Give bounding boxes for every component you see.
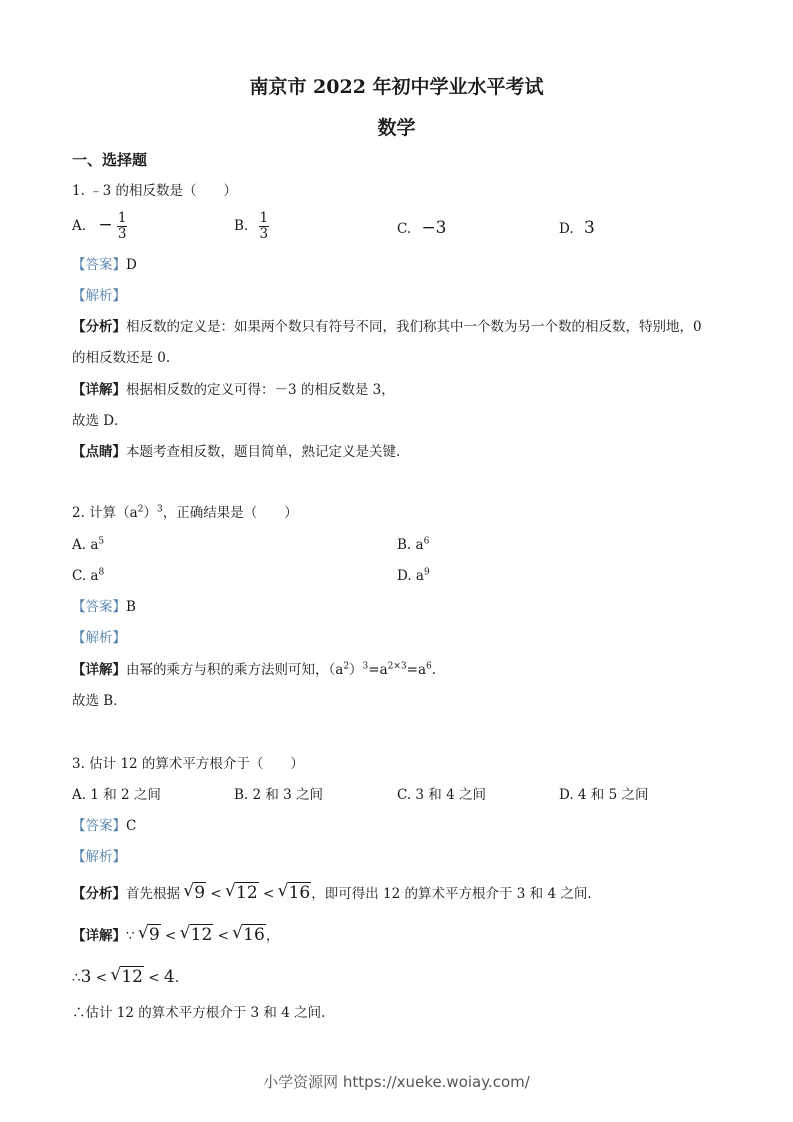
dianjing-line: 【点睛】本题考查相反数，题目简单，熟记定义是关键.	[72, 444, 401, 460]
option-b	[234, 211, 269, 242]
question-stem: 1. ﹣3 的相反数是（ ）	[72, 183, 238, 199]
option-label: A.	[72, 218, 87, 234]
xiangjie-line: 【详解】∵ √ 9 < √ 12 < √ 16，	[72, 926, 279, 945]
analysis-tag: 【解析】	[72, 630, 126, 646]
option-c: C. $a^8$	[72, 567, 105, 584]
fenxi-tag: 【分析】	[72, 886, 126, 902]
option-a: A. $a^5$	[72, 536, 105, 553]
fenxi-tag: 【分析】	[72, 319, 126, 335]
therefore-line: ∴3 < √ 12 < 4.	[72, 968, 179, 987]
xiangjie-tag: 【详解】	[72, 928, 126, 944]
section-heading: 一、选择题	[72, 151, 148, 169]
analysis-tag: 【解析】	[72, 849, 126, 865]
sqrt-16: √ 16	[233, 926, 266, 945]
option-d: D. 4 和 5 之间	[559, 787, 649, 803]
option-c: C. 3 和 4 之间	[397, 787, 486, 803]
document-subtitle: 数学	[377, 117, 416, 139]
document-title: 南京市 2022 年初中学业水平考试	[249, 76, 544, 98]
sqrt-12: √ 12	[226, 884, 259, 903]
sqrt-12: √ 12	[111, 968, 144, 987]
option-a: A. 1 和 2 之间	[72, 787, 161, 803]
xiangjie-tag: 【详解】	[72, 662, 126, 678]
answer-tag: 【答案】	[72, 257, 126, 273]
fraction: $\frac{1}{3}$	[117, 210, 127, 242]
option-label: C.	[397, 221, 412, 237]
option-d: D. $a^9$	[397, 567, 430, 584]
analysis-tag: 【解析】	[72, 288, 126, 304]
option-label: D.	[559, 221, 574, 237]
minus-sign: −	[98, 215, 113, 235]
answer-value: C	[126, 818, 137, 834]
sqrt-9: √ 9	[139, 926, 161, 945]
fenxi-line-1: 【分析】相反数的定义是：如果两个数只有符号不同，我们称其中一个数为另一个数的相反数，特别地，0	[72, 319, 702, 335]
question-stem: 3. 估计 12 的算术平方根介于（ ）	[72, 756, 304, 772]
sqrt-16: √ 16	[279, 884, 312, 903]
answer-value: B	[126, 599, 136, 615]
answer-tag: 【答案】	[72, 599, 126, 615]
question-stem: 2. 计算$(a^2)^3$，正确结果是（ ）	[72, 504, 298, 521]
option-d: D. 3	[559, 218, 595, 238]
dianjing-tag: 【点睛】	[72, 444, 126, 460]
sqrt-12: √ 12	[181, 926, 214, 945]
xiangjie-line: 【详解】由幂的乘方与积的乘方法则可知，$(a^2)^3=a^{2\times 3}=a^6$.	[72, 661, 437, 678]
choose-line: 故选 D．	[72, 413, 128, 429]
xiangjie-tag: 【详解】	[72, 382, 126, 398]
choose-line: 故选 B．	[72, 693, 127, 709]
option-label: B.	[234, 218, 249, 234]
option-c: C. −3	[397, 218, 447, 238]
fraction: $\frac{1}{3}$	[259, 210, 269, 242]
answer-line	[72, 256, 137, 274]
option-a	[72, 211, 127, 242]
answer-line	[72, 598, 136, 616]
option-b: B. 2 和 3 之间	[234, 787, 324, 803]
therefore-symbol: ∴	[72, 970, 81, 986]
answer-tag: 【答案】	[72, 818, 126, 834]
answer-line	[72, 817, 136, 835]
footer-watermark: 小学资源网 https://xueke.woiay.com/	[263, 1073, 530, 1091]
sqrt-9: √ 9	[184, 884, 206, 903]
because-symbol: ∵	[126, 928, 135, 944]
conclusion-line: ∴估计 12 的算术平方根介于 3 和 4 之间.	[72, 1005, 326, 1021]
answer-value: D	[126, 257, 137, 273]
fenxi-line: 【分析】首先根据 √ 9 < √ 12 < √ 16，即可得出 12 的算术平方根介于 3 和 4 之间.	[72, 884, 592, 903]
option-b: B. $a^6$	[397, 536, 430, 553]
fenxi-line-2: 的相反数还是 0.	[72, 350, 171, 366]
xiangjie-line: 【详解】根据相反数的定义可得：－3 的相反数是 3，	[72, 382, 395, 398]
